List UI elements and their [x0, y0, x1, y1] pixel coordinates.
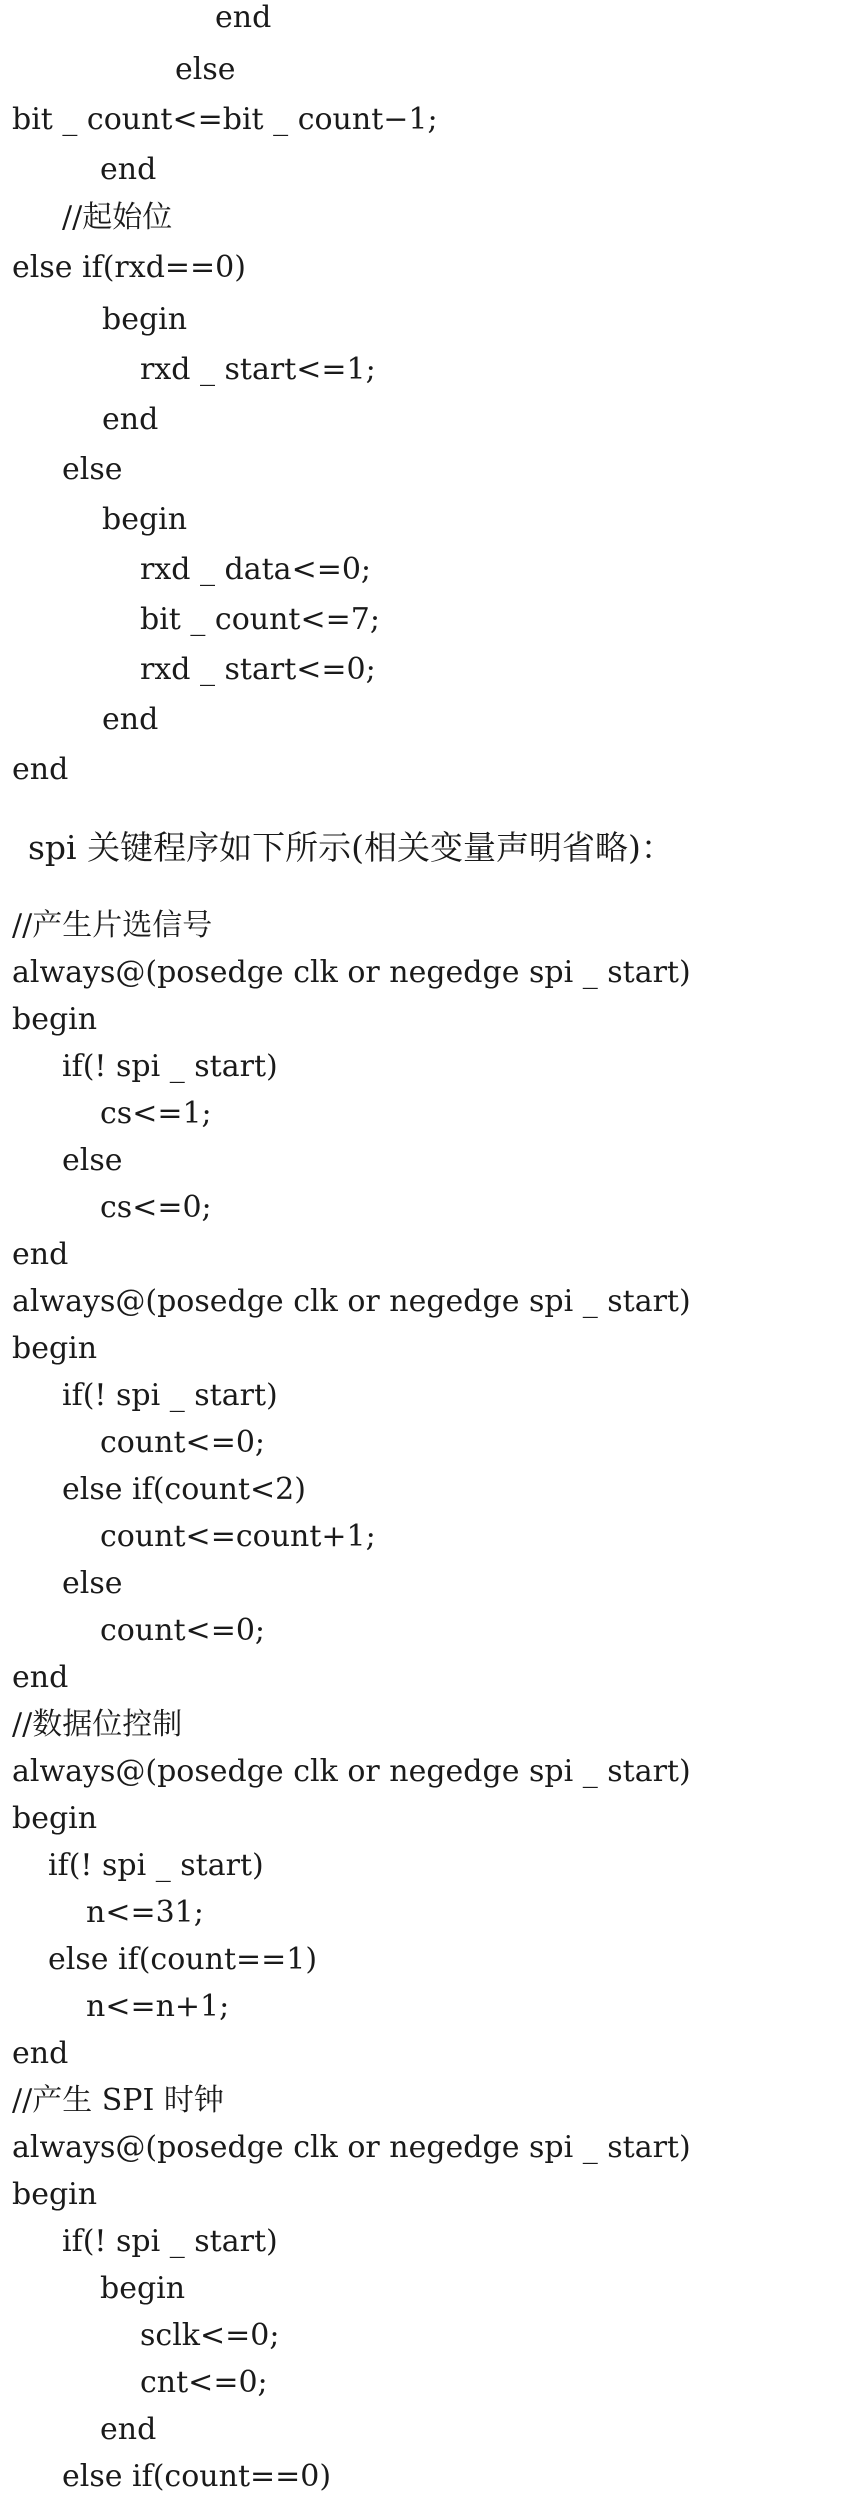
code-line: n<=31;	[86, 1895, 204, 1930]
code-line: always@(posedge clk or negedge spi _ start)	[12, 2130, 691, 2165]
code-line: cnt<=0;	[140, 2365, 268, 2400]
section-heading: spi 关键程序如下所示(相关变量声明省略)：	[28, 828, 674, 867]
code-line: else	[175, 52, 236, 87]
code-line: begin	[12, 1331, 98, 1366]
code-line: else	[62, 452, 123, 487]
code-line: if(! spi _ start)	[62, 1378, 278, 1413]
code-line: bit _ count<=bit _ count−1;	[12, 102, 438, 137]
code-line: else if(count==0)	[62, 2459, 332, 2494]
code-line: end	[102, 402, 159, 437]
code-line: rxd _ data<=0;	[140, 552, 372, 587]
code-line: begin	[12, 2177, 98, 2212]
code-line: end	[102, 702, 159, 737]
code-line: if(! spi _ start)	[62, 1049, 278, 1084]
code-line: else if(rxd==0)	[12, 250, 246, 285]
code-line: begin	[100, 2271, 186, 2306]
code-line: count<=0;	[100, 1425, 266, 1460]
code-line: end	[12, 1660, 69, 1695]
code-line: else if(count==1)	[48, 1942, 318, 1977]
code-line: begin	[12, 1801, 98, 1836]
code-line: else	[62, 1143, 123, 1178]
code-line: always@(posedge clk or negedge spi _ start)	[12, 1284, 691, 1319]
code-line: begin	[12, 1002, 98, 1037]
code-line: end	[12, 2036, 69, 2071]
code-line: n<=n+1;	[86, 1989, 230, 2024]
code-line: if(! spi _ start)	[62, 2224, 278, 2259]
code-line: end	[100, 152, 157, 187]
code-line: cs<=1;	[100, 1096, 212, 1131]
code-line: begin	[102, 502, 188, 537]
code-comment: //起始位	[62, 200, 173, 235]
code-line: else	[62, 1566, 123, 1601]
code-comment: //产生片选信号	[12, 908, 213, 943]
code-line: end	[100, 2412, 157, 2447]
code-line: bit _ count<=7;	[140, 602, 380, 637]
code-line: if(! spi _ start)	[48, 1848, 264, 1883]
code-line: cs<=0;	[100, 1190, 212, 1225]
code-line: end	[215, 0, 272, 35]
code-comment: //产生 SPI 时钟	[12, 2083, 224, 2118]
code-line: always@(posedge clk or negedge spi _ start)	[12, 955, 691, 990]
code-line: end	[12, 1237, 69, 1272]
code-line: count<=0;	[100, 1613, 266, 1648]
code-line: else if(count<2)	[62, 1472, 306, 1507]
code-line: count<=count+1;	[100, 1519, 376, 1554]
code-line: always@(posedge clk or negedge spi _ start)	[12, 1754, 691, 1789]
code-line: sclk<=0;	[140, 2318, 280, 2353]
code-line: rxd _ start<=1;	[140, 352, 376, 387]
code-line: end	[12, 752, 69, 787]
code-line: rxd _ start<=0;	[140, 652, 376, 687]
code-comment: //数据位控制	[12, 1707, 183, 1742]
code-line: begin	[102, 302, 188, 337]
